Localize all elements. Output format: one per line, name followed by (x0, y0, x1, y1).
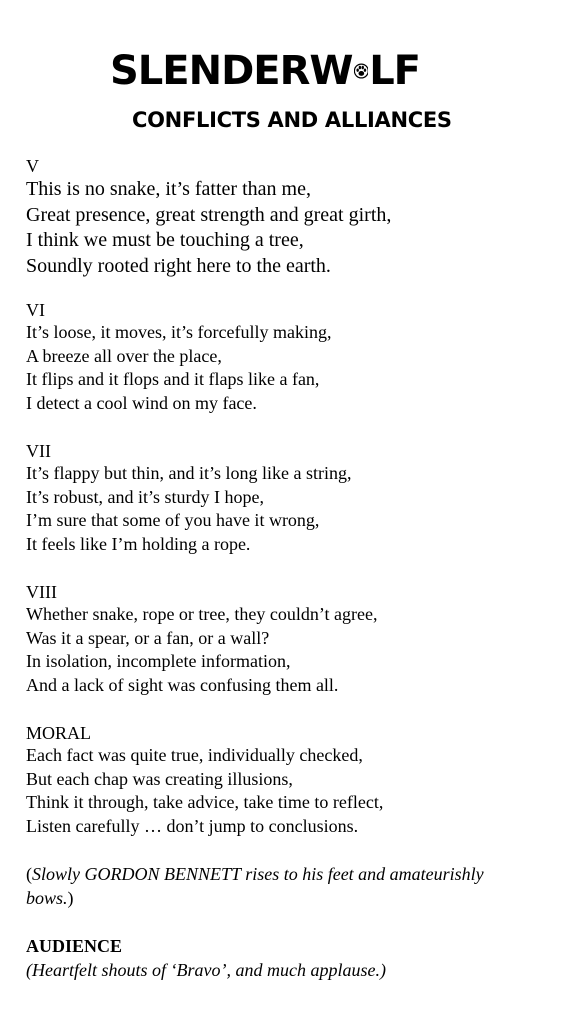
stage-close-paren: ) (67, 887, 74, 908)
poem-line: It’s robust, and it’s sturdy I hope, (26, 486, 264, 507)
stanza-vi (26, 299, 556, 415)
poem-line: I think we must be touching a tree, (26, 229, 304, 251)
poem-line: But each chap was creating illusions, (26, 768, 293, 789)
poem-line: It’s loose, it moves, it’s forcefully making, (26, 322, 332, 342)
poem-line: In isolation, incomplete information, (26, 651, 291, 671)
poem-line: A breeze all over the place, (26, 345, 222, 366)
poem-line: Whether snake, rope or tree, they couldn’t agree, (26, 604, 378, 624)
stage-direction (26, 863, 556, 910)
poem-line: Soundly rooted right here to the earth. (26, 254, 331, 277)
logo-subtitle: CONFLICTS AND ALLIANCES (132, 108, 452, 132)
wolf-paw-icon (354, 51, 369, 91)
logo-title (110, 46, 420, 96)
poem-line: I detect a cool wind on my face. (26, 392, 257, 413)
stage-direction-text: Slowly GORDON BENNETT rises to his feet and amateurishly (32, 864, 484, 884)
audience-reaction: (Heartfelt shouts of ‘Bravo’, and much applause.) (26, 959, 386, 980)
poem-line: It’s flappy but thin, and it’s long like a string, (26, 463, 352, 483)
speaker-audience: AUDIENCE (26, 936, 123, 956)
poem (26, 155, 556, 982)
poem-line: Was it a spear, or a fan, or a wall? (26, 627, 270, 648)
logo-title-right: LF (369, 48, 420, 94)
stanza-number: MORAL (26, 723, 92, 743)
stanza-number: VII (26, 441, 51, 461)
stanza-number: VIII (26, 582, 57, 602)
poem-line: Great presence, great strength and great girth, (26, 203, 392, 226)
poem-line: I’m sure that some of you have it wrong, (26, 510, 320, 530)
slenderwolf-logo (0, 46, 576, 138)
stanza-vii (26, 440, 556, 556)
poem-line: And a lack of sight was confusing them all. (26, 674, 339, 695)
stanza-v (26, 155, 556, 279)
poem-line: Listen carefully … don’t jump to conclusions. (26, 815, 359, 836)
stage-direction-text-2: bows. (26, 887, 68, 908)
poem-line: This is no snake, it’s fatter than me, (26, 178, 311, 200)
stanza-viii (26, 581, 556, 697)
poem-line: Each fact was quite true, individually checked, (26, 745, 363, 765)
stanza-number: VI (26, 300, 45, 320)
stage-open-paren: ( (26, 864, 32, 884)
poem-line: It flips and it flops and it flaps like a fan, (26, 369, 320, 389)
stanza-moral (26, 722, 556, 838)
stanza-number: V (26, 156, 39, 176)
logo-title-left: SLENDERW (110, 48, 353, 94)
poem-line: It feels like I’m holding a rope. (26, 533, 251, 554)
poem-line: Think it through, take advice, take time to reflect, (26, 792, 384, 812)
